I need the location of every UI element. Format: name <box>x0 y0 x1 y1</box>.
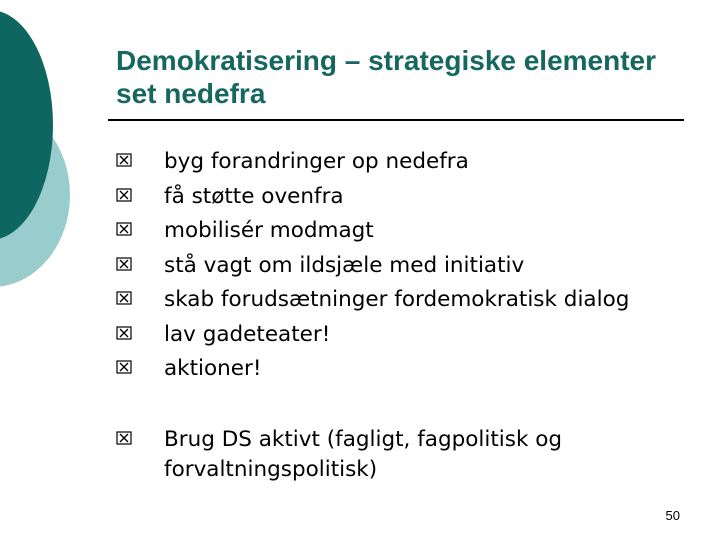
bullet-item <box>116 318 706 353</box>
bullet-item <box>116 425 636 485</box>
checkbox-x-icon <box>116 180 164 214</box>
bullet-item <box>116 214 706 249</box>
checkbox-x-icon <box>116 283 164 317</box>
bullet-item <box>116 180 706 215</box>
checkbox-x-icon <box>116 318 164 352</box>
bullet-text: mobilisér modmagt <box>164 218 374 243</box>
bullet-text: aktioner! <box>164 356 262 381</box>
page-number: 50 <box>665 508 680 523</box>
bullet-text: byg forandringer op nedefra <box>164 149 469 174</box>
checkbox-x-icon <box>116 145 164 179</box>
slide-title: Demokratisering – strategiske elementer set nedefra <box>116 45 657 109</box>
checkbox-x-icon <box>116 352 164 386</box>
checkbox-x-icon <box>116 425 164 459</box>
bullet-text: skab forudsætninger fordemokratisk dialog <box>164 287 630 312</box>
bullet-text: Brug DS aktivt (fagligt, fagpolitisk og forvaltningspolitisk) <box>164 427 563 482</box>
bullet-text: få støtte ovenfra <box>164 183 344 209</box>
checkbox-x-icon <box>116 249 164 283</box>
bullet-item <box>116 352 706 387</box>
bullet-item <box>116 283 706 318</box>
bullet-text: lav gadeteater! <box>164 321 331 347</box>
checkbox-x-icon <box>116 214 164 248</box>
bullet-item <box>116 145 706 180</box>
bullet-item <box>116 249 706 284</box>
bullet-text: stå vagt om ildsjæle med initiativ <box>164 252 525 278</box>
